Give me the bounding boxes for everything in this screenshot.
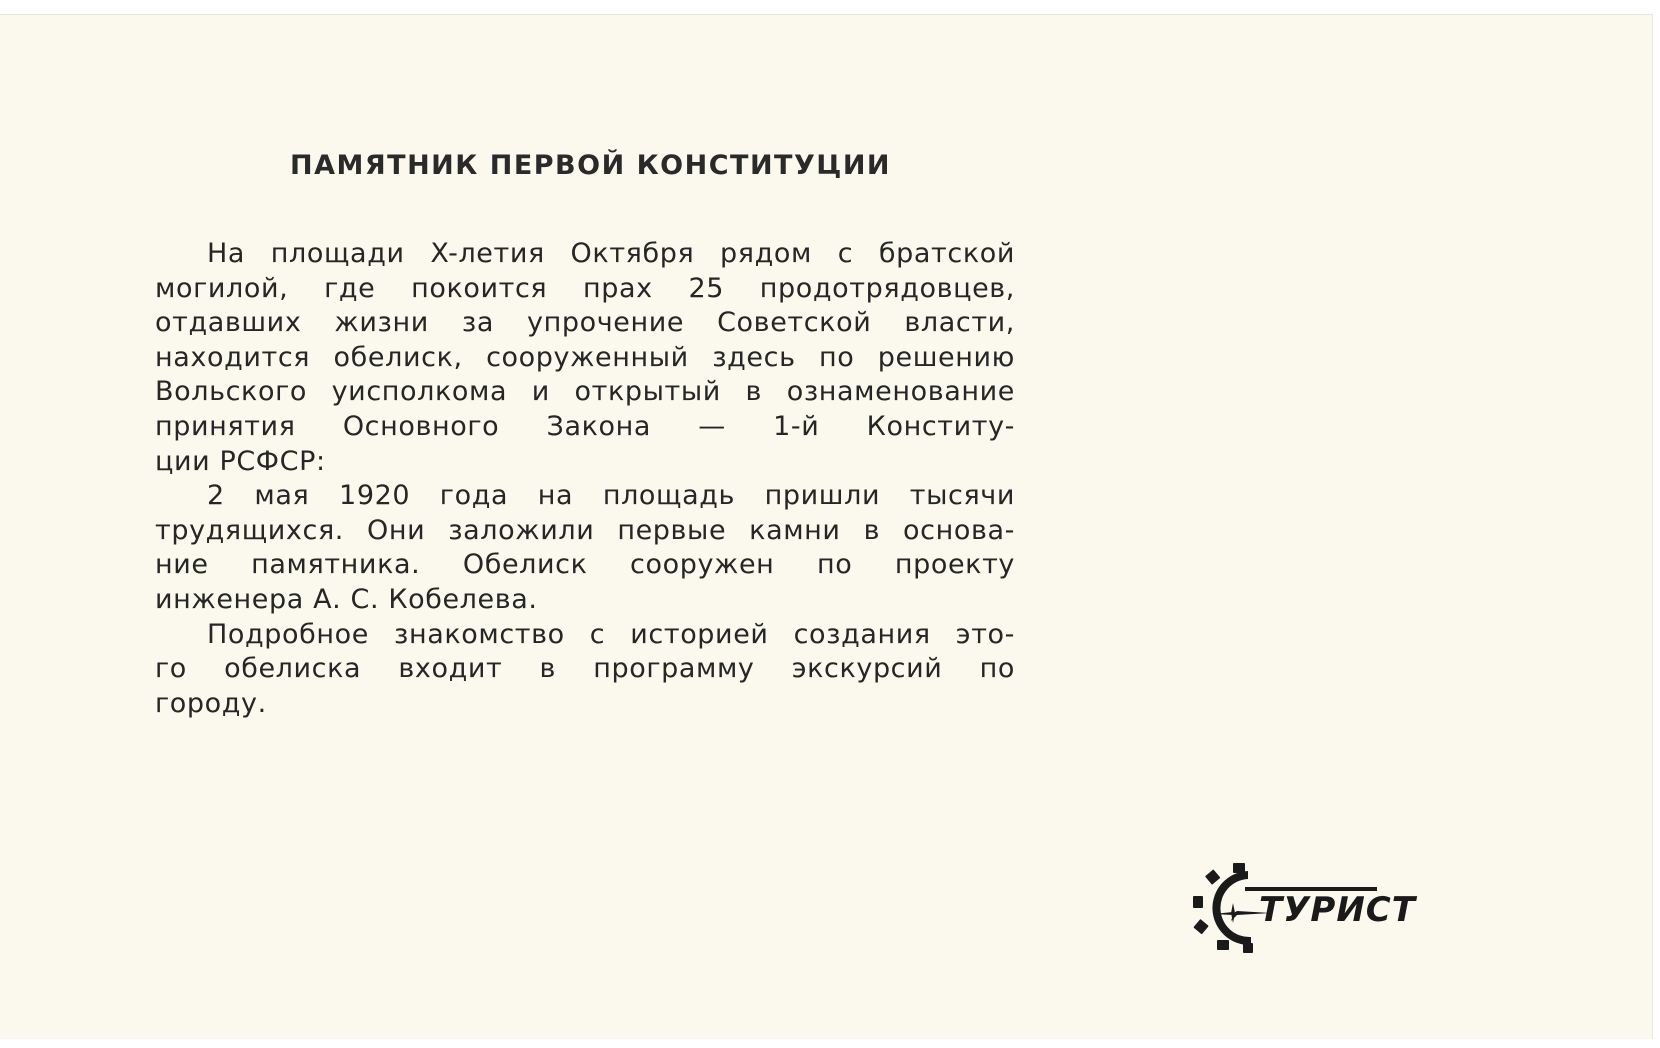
text-line: На площади X-летия Октября рядом с братской (207, 238, 1015, 269)
text-line: ние памятника. Обелиск сооружен по проекту (155, 549, 1015, 581)
page-title: ПАМЯТНИК ПЕРВОЙ КОНСТИТУЦИИ (290, 150, 892, 181)
text-line: 2 мая 1920 года на площадь пришли тысячи (207, 480, 1015, 512)
gear-star-icon (1193, 863, 1433, 953)
text-line: го обелиска входит в программу экскурсий по (155, 653, 1015, 685)
postcard-back (0, 14, 1653, 1039)
text-line: трудящихся. Они заложили первые камни в основа- (155, 514, 1015, 546)
text-line: могилой, где покоится прах 25 продотрядовцев, (155, 272, 1015, 304)
text-line: находится обелиск, сооруженный здесь по решению (155, 341, 1015, 373)
text-line: Подробное знакомство с историей создания это- (207, 618, 1015, 650)
text-line: отдавших жизни за упрочение Советской власти, (155, 307, 1015, 339)
text-line: принятия Основного Закона — 1-й Конститу- (155, 410, 1015, 442)
text-line: инженера А. С. Кобелева. (155, 583, 538, 615)
body-text (155, 237, 1015, 721)
turist-logo (1193, 863, 1433, 953)
text-line: Вольского уисполкома и открытый в ознаменование (155, 376, 1015, 408)
text-line: городу. (155, 687, 267, 719)
logo-text: ТУРИСТ (1259, 890, 1416, 930)
text-line: ции РСФСР: (155, 445, 326, 477)
